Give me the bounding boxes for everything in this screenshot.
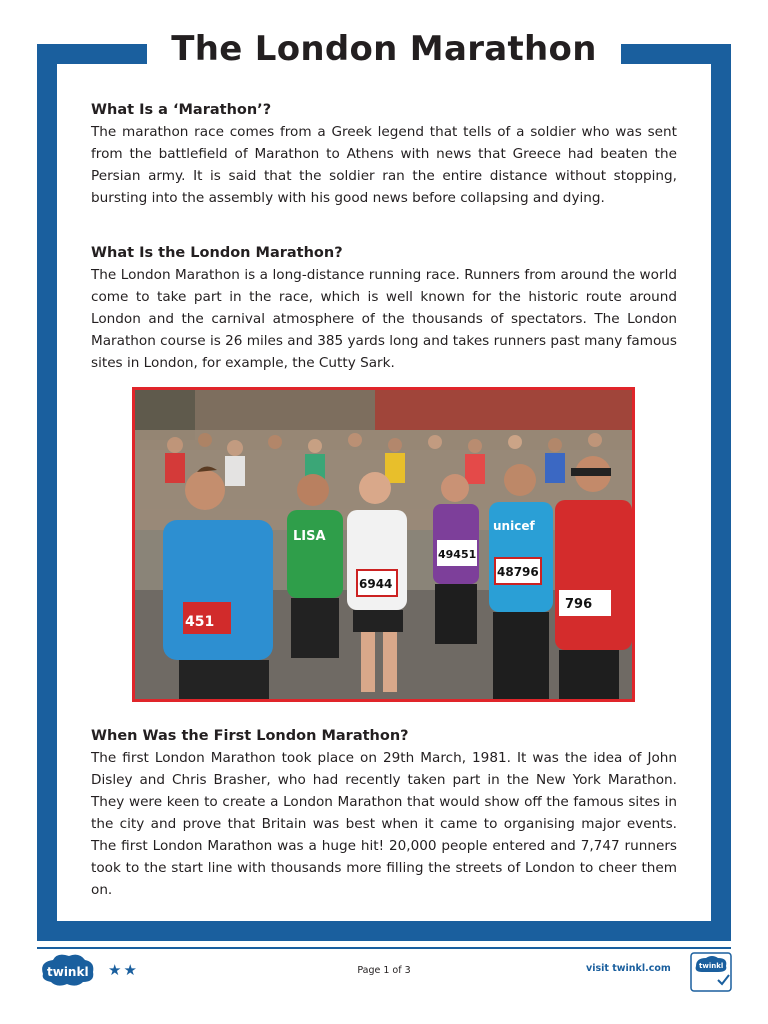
section-heading: What Is the London Marathon?	[91, 245, 343, 261]
shirt-text: unicef	[493, 519, 535, 533]
section-body: The marathon race comes from a Greek legend that tells of a soldier who was sent from the battlefield of Marathon to Athens with news that Greece had beaten the Persian army. It is said that the soldier ran the entire distance without stopping, bursting into the assembly with his good news before collapsing and dying.	[91, 124, 677, 206]
visit-link[interactable]: visit twinkl.com	[586, 963, 671, 974]
section-what-is-london-marathon	[91, 242, 677, 374]
logo-text: twinkl	[47, 965, 89, 979]
star-icons: ★★	[108, 961, 139, 979]
section-body: The London Marathon is a long-distance running race. Runners from around the world come to take part in the race, which is well known for the historic route around London and the carnival atmosphere of the thousands of spectators. The London Marathon course is 26 miles and 385 yards long and takes runners past many famous sites in London, for example, the Cutty Sark.	[91, 267, 677, 371]
marathon-runners-photo	[132, 387, 635, 702]
badge-text: twinkl	[699, 962, 724, 970]
footer-divider	[37, 947, 731, 949]
page-number: Page 1 of 3	[357, 965, 411, 976]
section-body: The first London Marathon took place on 29th March, 1981. It was the idea of John Disley and Chris Brasher, who had recently taken part in the New York Marathon. They were keen to create a London Marathon that would show off the famous sites in the city and prove that Britain was best when it came to organising major events. The first London Marathon was a huge hit! 20,000 people entered and 7,747 runners took to the start line with thousands more filling the streets of London to cheer them on.	[91, 750, 677, 898]
quality-badge-icon	[690, 952, 732, 992]
section-heading: What Is a ‘Marathon’?	[91, 102, 272, 118]
section-what-is-marathon	[91, 99, 677, 209]
page-title: The London Marathon	[171, 29, 597, 69]
section-first-london-marathon	[91, 725, 677, 901]
bib-number: 48796	[497, 565, 539, 579]
shirt-text: LISA	[293, 529, 326, 544]
twinkl-logo[interactable]	[37, 954, 97, 988]
section-heading: When Was the First London Marathon?	[91, 728, 409, 744]
bib-number: 796	[565, 597, 593, 612]
bib-number: 451	[185, 614, 215, 630]
bib-number: 6944	[359, 577, 393, 591]
bib-number: 49451	[438, 548, 477, 561]
